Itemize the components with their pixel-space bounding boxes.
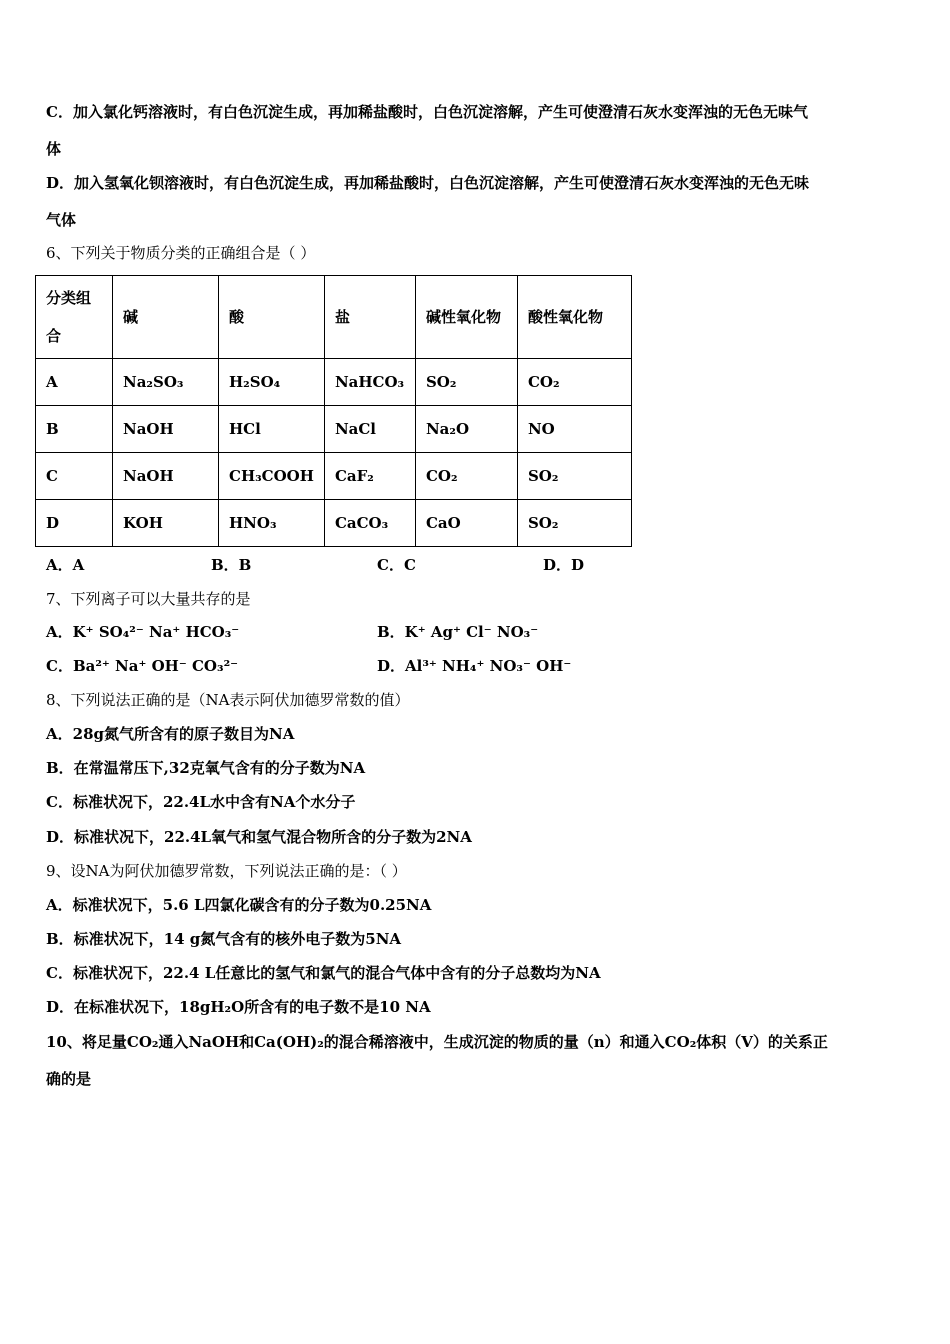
q5-option-c-cont	[46, 139, 61, 159]
table-row	[36, 359, 632, 406]
q5-option-c	[46, 102, 808, 122]
row-b-acidic-oxide: NO	[517, 406, 631, 453]
row-a-acidic-oxide: CO₂	[517, 359, 631, 406]
header-acidic-oxide: 酸性氧化物	[517, 276, 631, 359]
row-d-salt: CaCO₃	[324, 500, 415, 547]
row-b-acid: HCl	[219, 406, 325, 453]
q6-option-d: D．D	[543, 556, 585, 574]
q5-option-d-line2: 气体	[46, 211, 77, 229]
q5-option-c-line2: 体	[46, 140, 62, 158]
q5-option-d-line1: D．加入氢氧化钡溶液时，有白色沉淀生成，再加稀盐酸时，白色沉淀溶解，产生可使澄清石灰水变浑浊的无色无味	[46, 174, 810, 192]
header-acid: 酸	[219, 276, 325, 359]
q9-option-c: C．标准状况下，22.4 L任意比的氢气和氯气的混合气体中含有的分子总数均为NA	[46, 964, 601, 982]
row-b-basic-oxide: Na₂O	[415, 406, 517, 453]
row-a-salt: NaHCO₃	[324, 359, 415, 406]
q8-option-d: D．标准状况下，22.4L氧气和氢气混合物所含的分子数为2NA	[46, 828, 472, 846]
header-basic-oxide: 碱性氧化物	[415, 276, 517, 359]
table-row	[36, 453, 632, 500]
row-d-label: D	[36, 500, 113, 547]
q8-stem: 8、下列说法正确的是（NA表示阿伏加德罗常数的值）	[46, 691, 410, 709]
row-d-acidic-oxide: SO₂	[517, 500, 631, 547]
q10-stem-line1: 10、将足量CO₂通入NaOH和Ca(OH)₂的混合稀溶液中，生成沉淀的物质的量（n）和通入CO₂体积（V）的关系正	[46, 1033, 828, 1051]
row-c-acidic-oxide: SO₂	[517, 453, 631, 500]
q6-option-b: B．B	[211, 556, 252, 574]
row-a-base: Na₂SO₃	[113, 359, 219, 406]
q7-option-d: D．Al³⁺ NH₄⁺ NO₃⁻ OH⁻	[377, 657, 572, 675]
q9-option-b: B．标准状况下，14 g氮气含有的核外电子数为5NA	[46, 930, 402, 948]
row-a-basic-oxide: SO₂	[415, 359, 517, 406]
row-c-salt: CaF₂	[324, 453, 415, 500]
header-salt: 盐	[324, 276, 415, 359]
q5-option-d-cont	[46, 210, 76, 230]
q6-stem: 6、下列关于物质分类的正确组合是（ ）	[46, 244, 316, 262]
classification-table	[35, 275, 632, 547]
row-b-salt: NaCl	[324, 406, 415, 453]
header-group: 分类组合	[36, 276, 113, 359]
row-d-acid: HNO₃	[219, 500, 325, 547]
table-header-row	[36, 276, 632, 359]
row-b-base: NaOH	[113, 406, 219, 453]
row-c-basic-oxide: CO₂	[415, 453, 517, 500]
q7-option-c: C．Ba²⁺ Na⁺ OH⁻ CO₃²⁻	[46, 657, 239, 675]
row-d-base: KOH	[113, 500, 219, 547]
q8-option-c: C．标准状况下，22.4L水中含有NA个水分子	[46, 793, 356, 811]
q8-option-a: A．28g氮气所含有的原子数目为NA	[46, 725, 295, 743]
table-row	[36, 406, 632, 453]
q9-stem: 9、设NA为阿伏加德罗常数，下列说法正确的是：（ ）	[46, 862, 407, 880]
row-c-label: C	[36, 453, 113, 500]
q6-option-a: A．A	[46, 556, 85, 574]
row-a-acid: H₂SO₄	[219, 359, 325, 406]
q7-stem: 7、下列离子可以大量共存的是	[46, 590, 251, 608]
table-row	[36, 500, 632, 547]
q7-option-b: B．K⁺ Ag⁺ Cl⁻ NO₃⁻	[377, 623, 539, 641]
row-a-label: A	[36, 359, 113, 406]
row-c-base: NaOH	[113, 453, 219, 500]
q9-option-a: A．标准状况下，5.6 L四氯化碳含有的分子数为0.25NA	[46, 896, 432, 914]
q7-option-a: A．K⁺ SO₄²⁻ Na⁺ HCO₃⁻	[46, 623, 240, 641]
q10-stem-line2: 确的是	[46, 1070, 92, 1088]
q5-option-c-line1: C．加入氯化钙溶液时，有白色沉淀生成，再加稀盐酸时，白色沉淀溶解，产生可使澄清石灰水变浑浊的无色无味气	[46, 103, 808, 121]
row-d-basic-oxide: CaO	[415, 500, 517, 547]
q8-option-b: B．在常温常压下,32克氧气含有的分子数为NA	[46, 759, 366, 777]
q6-option-c: C．C	[377, 556, 416, 574]
row-b-label: B	[36, 406, 113, 453]
row-c-acid: CH₃COOH	[219, 453, 325, 500]
header-base: 碱	[113, 276, 219, 359]
q9-option-d: D．在标准状况下，18gH₂O所含有的电子数不是10 NA	[46, 998, 431, 1016]
q5-option-d	[46, 173, 809, 193]
